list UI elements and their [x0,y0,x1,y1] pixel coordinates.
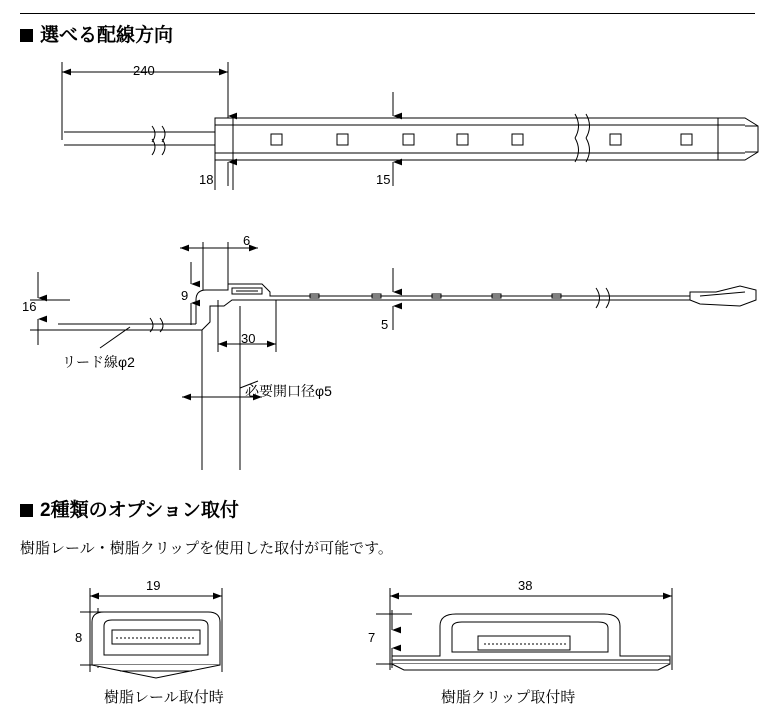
dim-bend-height: 9 [181,288,189,303]
dim-rail-height: 8 [75,630,83,645]
square-bullet-icon [20,29,33,42]
dim-clip-width: 38 [518,578,533,593]
square-bullet-icon-2 [20,504,33,517]
dim-offset: 6 [243,233,251,248]
dim-thickness: 5 [381,317,389,332]
section-heading-options-label: 2種類のオプション取付 [40,500,239,521]
options-description: 樹脂レール・樹脂クリップを使用した取付が可能です。 [20,540,393,557]
dim-lead-length: 240 [133,63,155,78]
caption-clip: 樹脂クリップ取付時 [441,689,576,706]
dim-pitch: 15 [376,172,391,187]
section-heading-wiring [20,20,173,47]
dim-base-length: 30 [241,331,256,346]
caption-rail: 樹脂レール取付時 [104,689,224,706]
dim-rail-width: 19 [146,578,161,593]
section-heading-wiring-label: 選べる配線方向 [40,25,174,46]
label-hole-diameter: 必要開口径φ5 [245,383,332,399]
dim-clip-height: 7 [368,630,376,645]
dim-height-lead: 16 [22,299,37,314]
section-heading-options [20,495,239,522]
top-rule [20,13,755,14]
dim-width-left: 18 [199,172,214,187]
label-lead-wire: リード線φ2 [62,354,135,370]
